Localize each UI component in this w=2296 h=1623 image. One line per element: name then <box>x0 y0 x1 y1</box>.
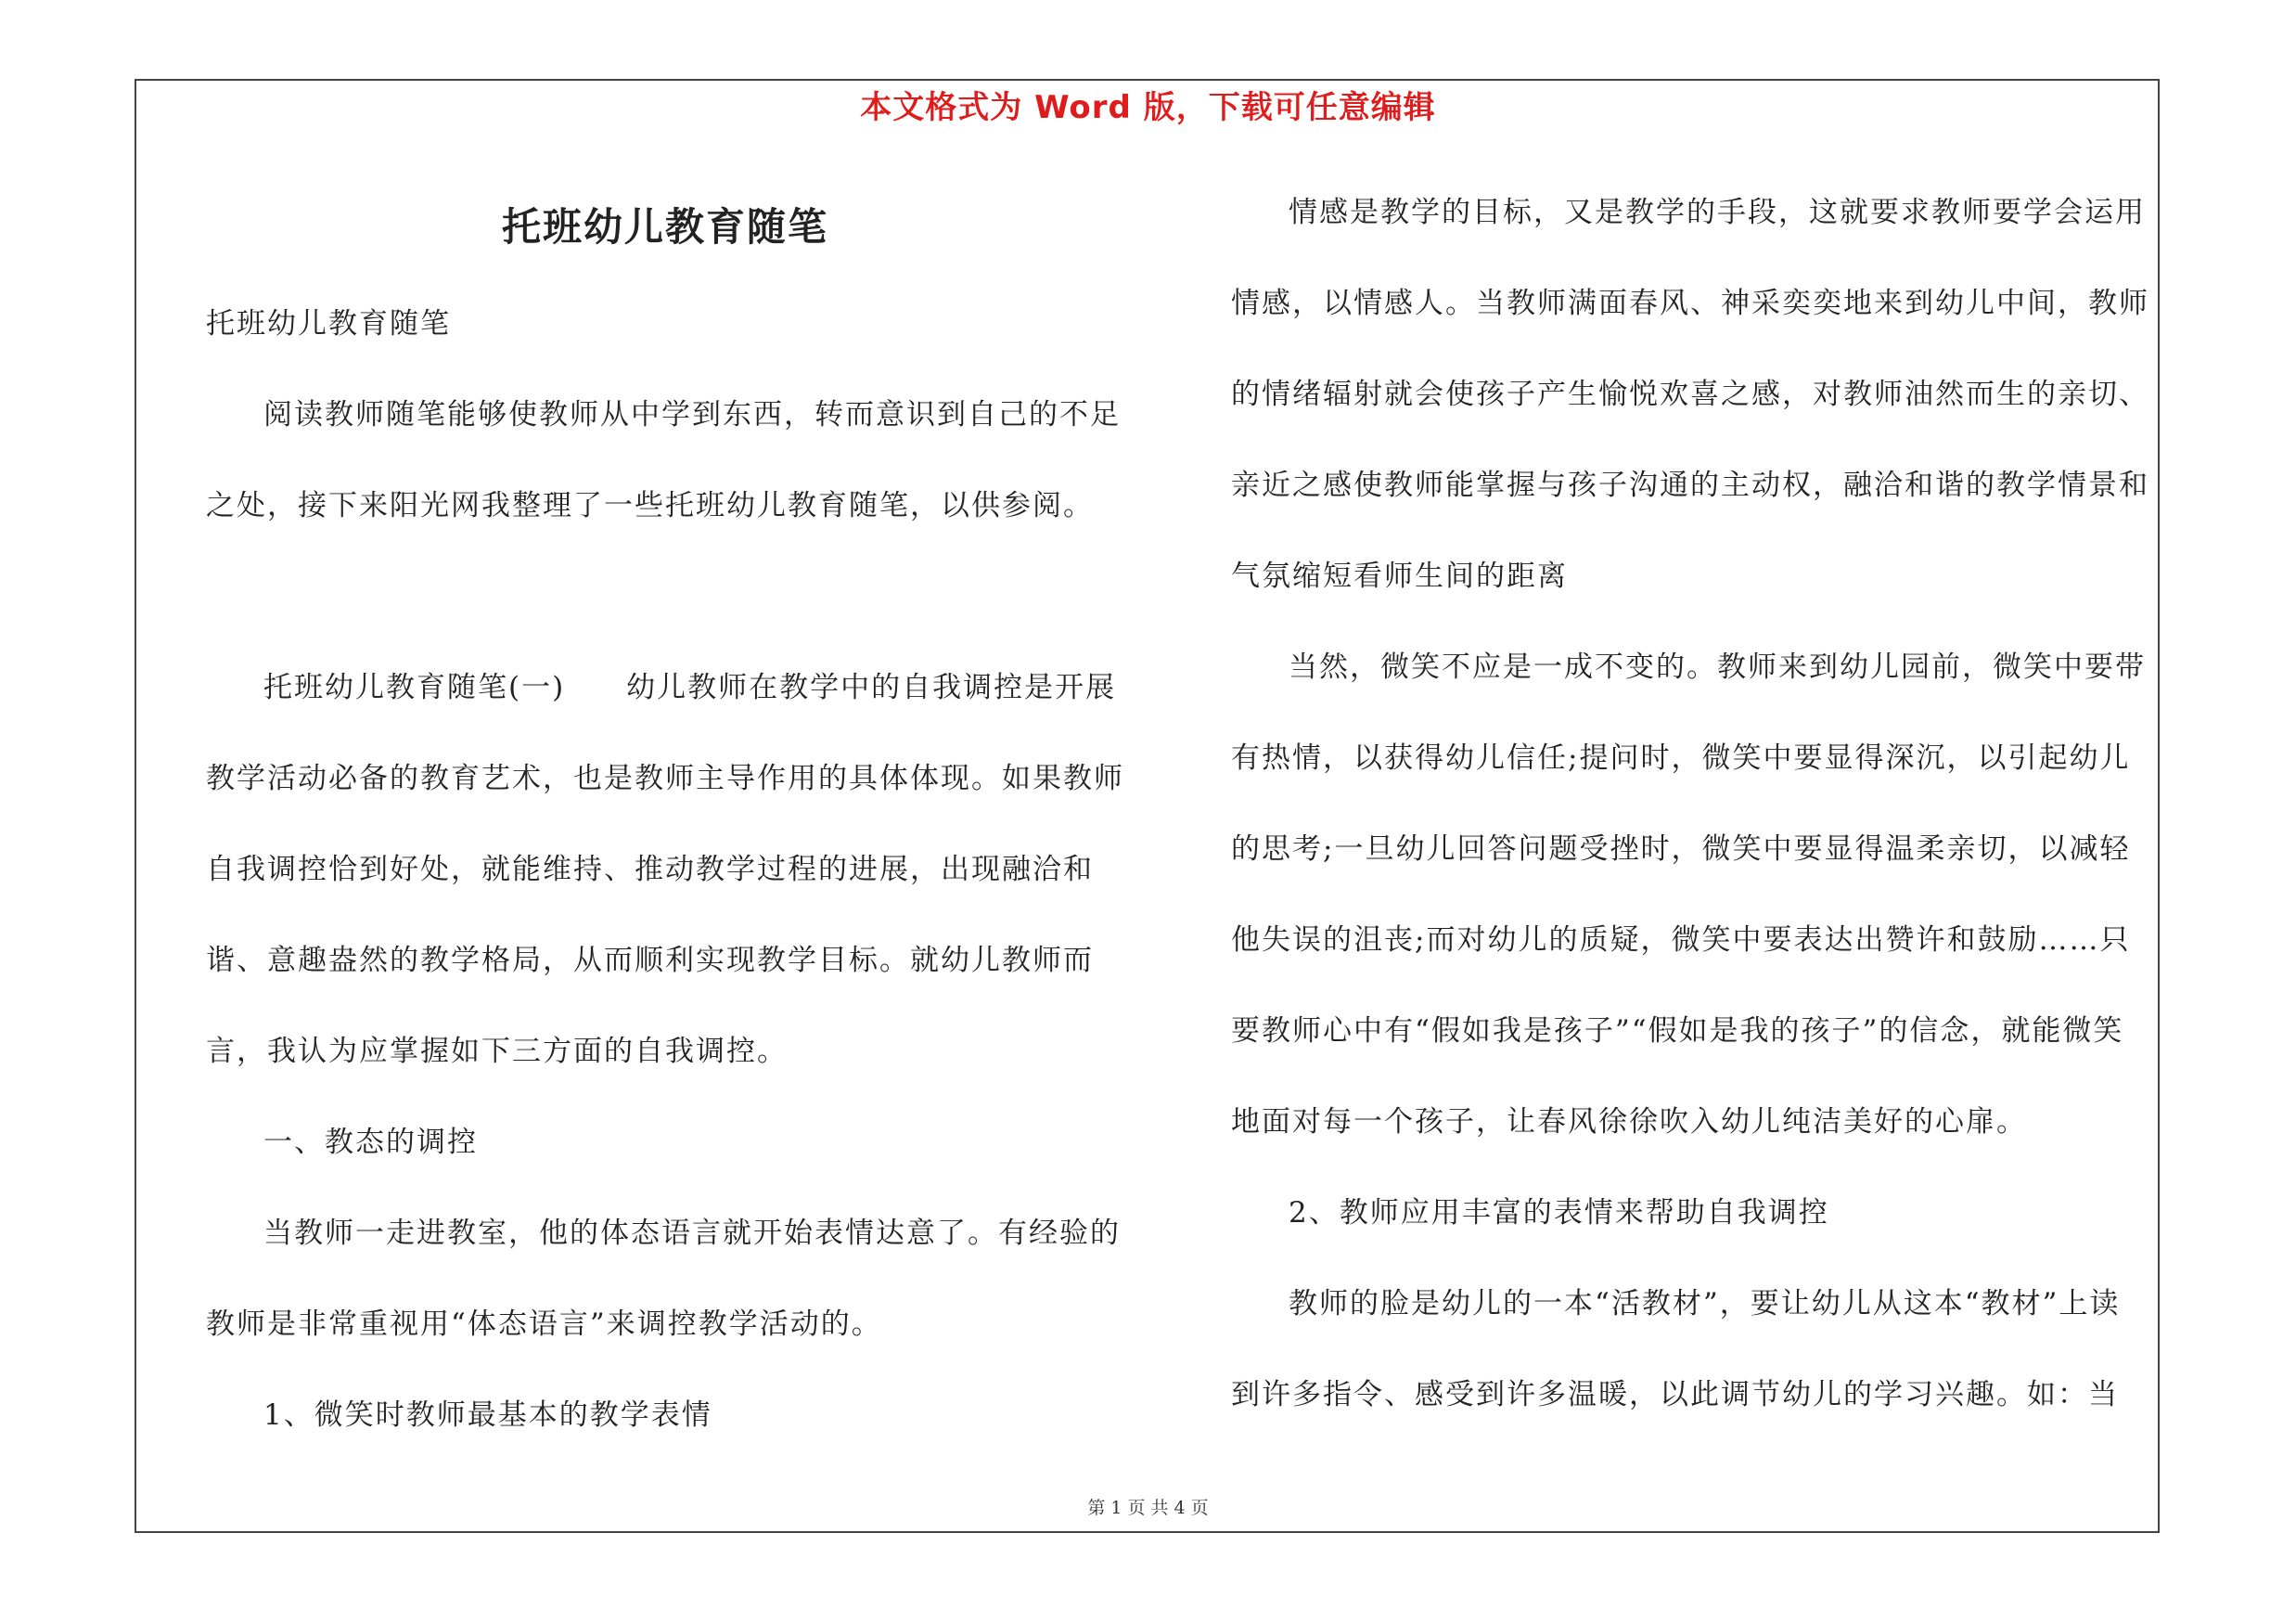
subheading-expression: 2、教师应用丰富的表情来帮助自我调控 <box>1289 1196 1829 1230</box>
section-heading-posture: 一、教态的调控 <box>263 1126 478 1159</box>
intro-paragraph: 阅读教师随笔能够使教师从中学到东西，转而意识到自己的不足之处，接下来阳光网我整理了一些托班幼儿教育随笔，以供参阅。 <box>206 398 1121 522</box>
smile-paragraph: 当然，微笑不应是一成不变的。教师来到幼儿园前，微笑中要带有热情，以获得幼儿信任;提问时，微笑中要显得深沉，以引起幼儿的思考;一旦幼儿回答问题受挫时，微笑中要显得温柔亲切，以减轻他失误的沮丧;而对幼儿的质疑，微笑中要表达出赞许和鼓励……只要教师心中有“假如我是孩子”“假如是我的孩子”的信念，就能微笑地面对每一个孩子，让春风徐徐吹入幼儿纯洁美好的心扉。 <box>1231 650 2146 1139</box>
emotion-paragraph: 情感是教学的目标，又是教学的手段，这就要求教师要学会运用情感，以情感人。当教师满面春风、神采奕奕地来到幼儿中间，教师的情绪辐射就会使孩子产生愉悦欢喜之感，对教师油然而生的亲切、亲近之感使教师能掌握与孩子沟通的主动权，融洽和谐的教学情景和气氛缩短看师生间的距离 <box>1231 196 2149 593</box>
subheading-smile: 1、微笑时教师最基本的教学表情 <box>263 1398 712 1432</box>
word-format-banner: 本文格式为 Word 版，下载可任意编辑 <box>860 89 1436 126</box>
right-column <box>1231 167 2149 1440</box>
left-column <box>206 176 1124 1461</box>
blank-line <box>206 551 1124 642</box>
page-number-footer: 第 1 页 共 4 页 <box>1087 1498 1209 1518</box>
face-paragraph: 教师的脸是幼儿的一本“活教材”，要让幼儿从这本“教材”上读到许多指令、感受到许多温暖，以此调节幼儿的学习兴趣。如：当 <box>1231 1287 2121 1411</box>
essay-one-paragraph: 托班幼儿教育随笔(一) 幼儿教师在教学中的自我调控是开展教学活动必备的教育艺术，也是教师主导作用的具体体现。如果教师自我调控恰到好处，就能维持、推动教学过程的进展，出现融洽和谐、意趣盎然的教学格局，从而顺利实现教学目标。就幼儿教师而言，我认为应掌握如下三方面的自我调控。 <box>206 671 1124 1068</box>
document-title: 托班幼儿教育随笔 <box>501 204 828 250</box>
posture-paragraph: 当教师一走进教室，他的体态语言就开始表情达意了。有经验的教师是非常重视用“体态语言”来调控教学活动的。 <box>206 1217 1121 1341</box>
subtitle: 托班幼儿教育随笔 <box>206 307 451 341</box>
